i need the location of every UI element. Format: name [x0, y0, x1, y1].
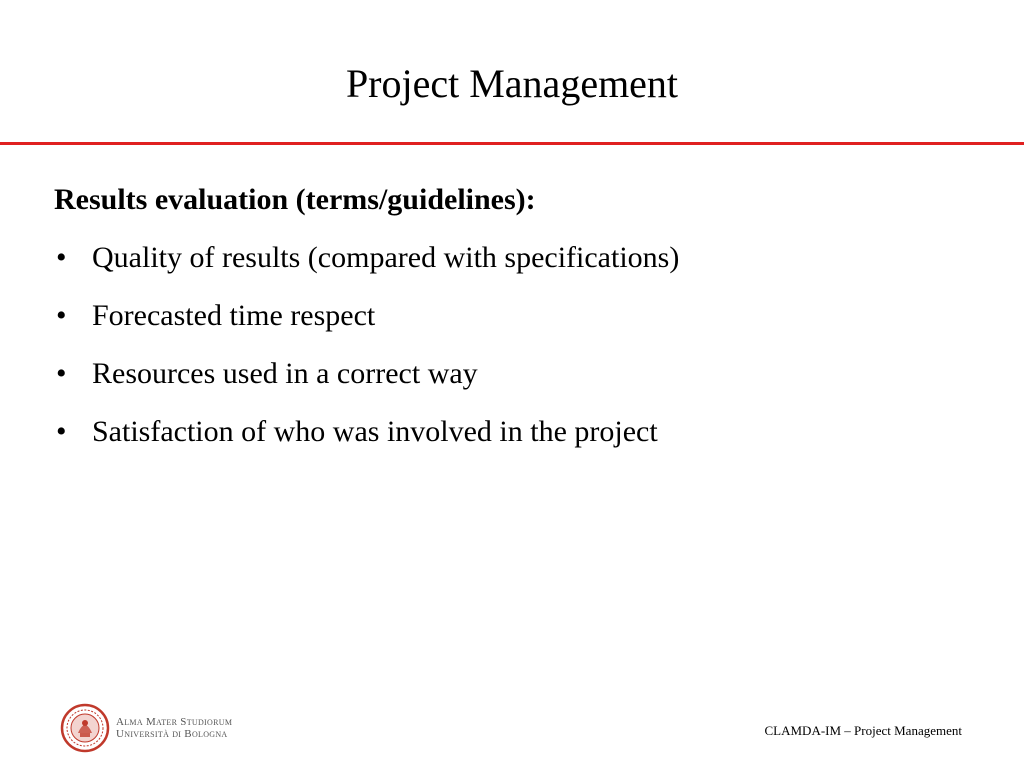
bullet-icon: • [56, 299, 67, 332]
bullet-icon: • [56, 357, 67, 390]
logo-line: Alma Mater Studiorum [116, 716, 233, 728]
bullet-list [54, 236, 994, 454]
slide-content [54, 178, 994, 468]
bullet-icon: • [56, 241, 67, 274]
bullet-text: Resources used in a correct way [92, 357, 478, 390]
university-logo [60, 702, 232, 754]
list-item [54, 236, 994, 280]
title-divider [0, 142, 1024, 145]
bullet-text: Satisfaction of who was involved in the project [92, 415, 658, 448]
bullet-text: Quality of results (compared with specifications) [92, 241, 680, 274]
logo-line: Università di Bologna [116, 728, 228, 740]
logo-text [116, 716, 232, 740]
list-item [54, 352, 994, 396]
section-heading: Results evaluation (terms/guidelines): [54, 183, 536, 216]
list-item [54, 294, 994, 338]
bullet-icon: • [56, 415, 67, 448]
university-seal-icon [60, 703, 110, 753]
slide-title: Project Management [345, 61, 679, 106]
footer-caption: CLAMDA-IM – Project Management [764, 723, 962, 738]
list-item [54, 410, 994, 454]
bullet-text: Forecasted time respect [92, 299, 376, 332]
